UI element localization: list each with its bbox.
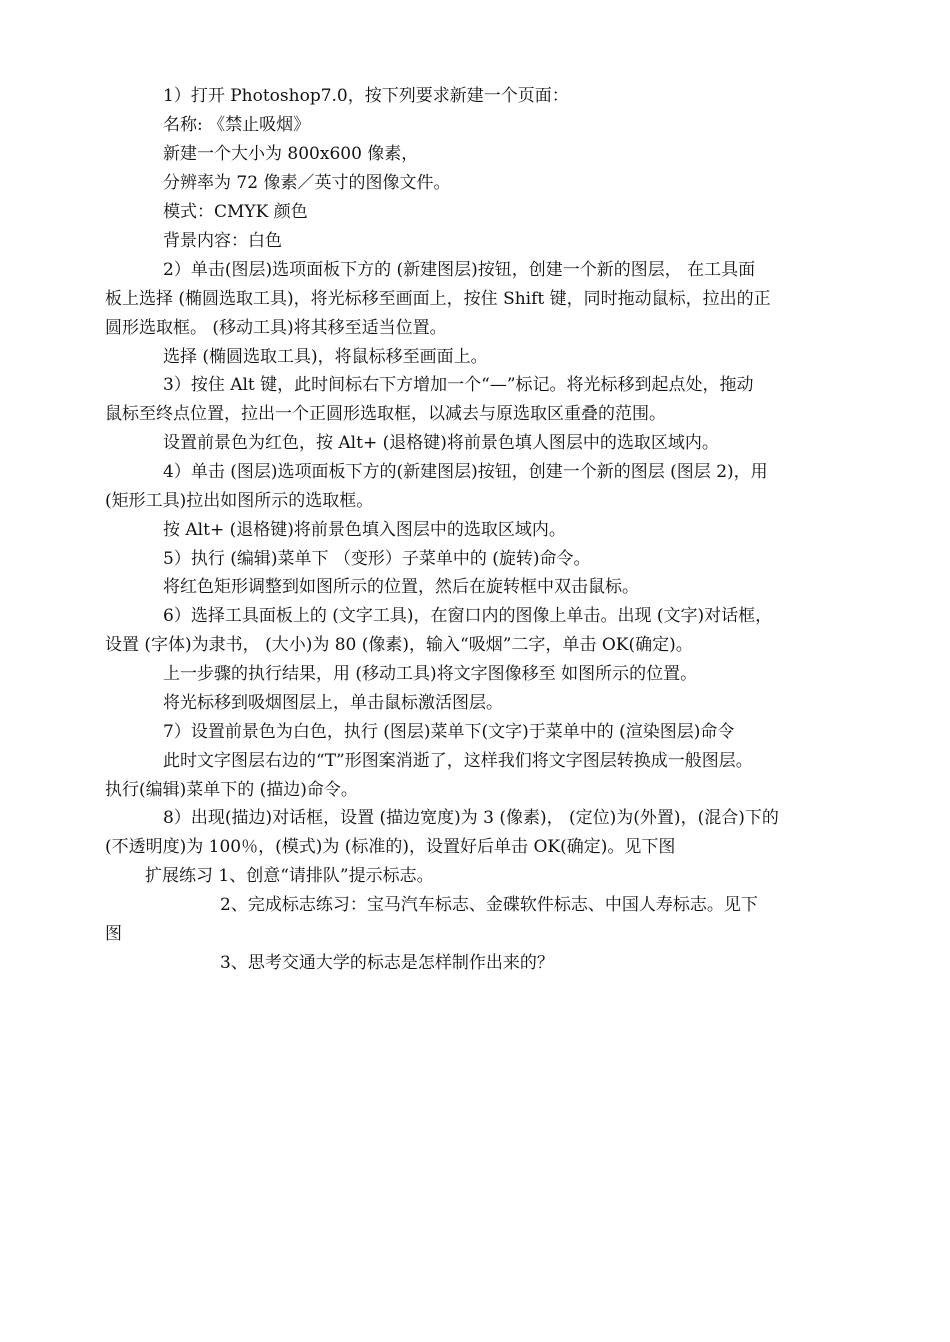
text-line: 将光标移到吸烟图层上，单击鼠标激活图层。 xyxy=(163,693,503,713)
text-line: 将红色矩形调整到如图所示的位置，然后在旋转框中双击鼠标。 xyxy=(163,577,639,597)
text-line: 按 Alt+ (退格键)将前景色填入图层中的选取区域内。 xyxy=(163,520,566,540)
text-line: 上一步骤的执行结果，用 (移动工具)将文字图像移至 如图所示的位置。 xyxy=(163,664,698,684)
text-line: 设置前景色为红色，按 Alt+ (退格键)将前景色填人图层中的选取区域内。 xyxy=(163,433,719,453)
text-line: (不透明度)为 100％，(模式)为 (标准的)，设置好后单击 OK(确定)。见下图 xyxy=(105,837,676,857)
text-line: 5）执行 (编辑)菜单下 （变形）子菜单中的 (旋转)命令。 xyxy=(163,549,591,569)
text-line: 选择 (椭圆选取工具)，将鼠标移至画面上。 xyxy=(163,347,488,367)
text-line: 背景内容：白色 xyxy=(163,231,282,251)
text-line: 3）按住 Alt 键，此时间标右下方增加一个“—”标记。将光标移到起点处，拖动 xyxy=(163,375,754,395)
text-line: 鼠标至终点位置，拉出一个正圆形选取框，以减去与原选取区重叠的范围。 xyxy=(105,404,666,424)
text-line: 分辨率为 72 像素／英寸的图像文件。 xyxy=(163,173,451,193)
text-line: 圆形选取框。 (移动工具)将其移至适当位置。 xyxy=(105,318,447,338)
text-line: 此时文字图层右边的“T”形图案消逝了，这样我们将文字图层转换成一般图层。 xyxy=(163,751,753,771)
text-line: 6）选择工具面板上的 (文字工具)，在窗口内的图像上单击。出现 (文字)对话框， xyxy=(163,606,773,626)
text-line: 图 xyxy=(105,924,122,944)
text-line: 4）单击 (图层)选项面板下方的(新建图层)按钮，创建一个新的图层 (图层 2)，用 xyxy=(163,462,768,482)
text-line: 2、完成标志练习：宝马汽车标志、金碟软件标志、中国人寿标志。见下 xyxy=(220,895,758,915)
text-line: 2）单击(图层)选项面板下方的 (新建图层)按钮，创建一个新的图层， 在工具面 xyxy=(163,260,756,280)
text-line: 扩展练习 1、创意“请排队”提示标志。 xyxy=(145,866,434,886)
text-line: 执行(编辑)菜单下的 (描边)命令。 xyxy=(105,780,358,800)
text-line: 名称: 《禁止吸烟》 xyxy=(163,115,311,135)
text-line: 设置 (字体)为隶书， (大小)为 80 (像素)，输入“吸烟”二字，单击 OK(确定)。 xyxy=(105,635,693,655)
text-line: 板上选择 (椭圆选取工具)，将光标移至画面上，按住 Shift 键，同时拖动鼠标，拉出的正 xyxy=(105,289,771,309)
text-line: 7）设置前景色为白色，执行 (图层)菜单下(文字)于菜单中的 (渲染图层)命令 xyxy=(163,722,735,742)
text-line: 1）打开 Photoshop7.0，按下列要求新建一个页面： xyxy=(163,86,569,106)
text-line: (矩形工具)拉出如图所示的选取框。 xyxy=(105,491,374,511)
text-line: 模式：CMYK 颜色 xyxy=(163,202,308,222)
text-line: 3、思考交通大学的标志是怎样制作出来的？ xyxy=(220,953,554,973)
text-line: 8）出现(描边)对话框，设置 (描边宽度)为 3 (像素)， (定位)为(外置)，(混合)下的 xyxy=(163,808,779,828)
text-line: 新建一个大小为 800x600 像素， xyxy=(163,144,419,164)
